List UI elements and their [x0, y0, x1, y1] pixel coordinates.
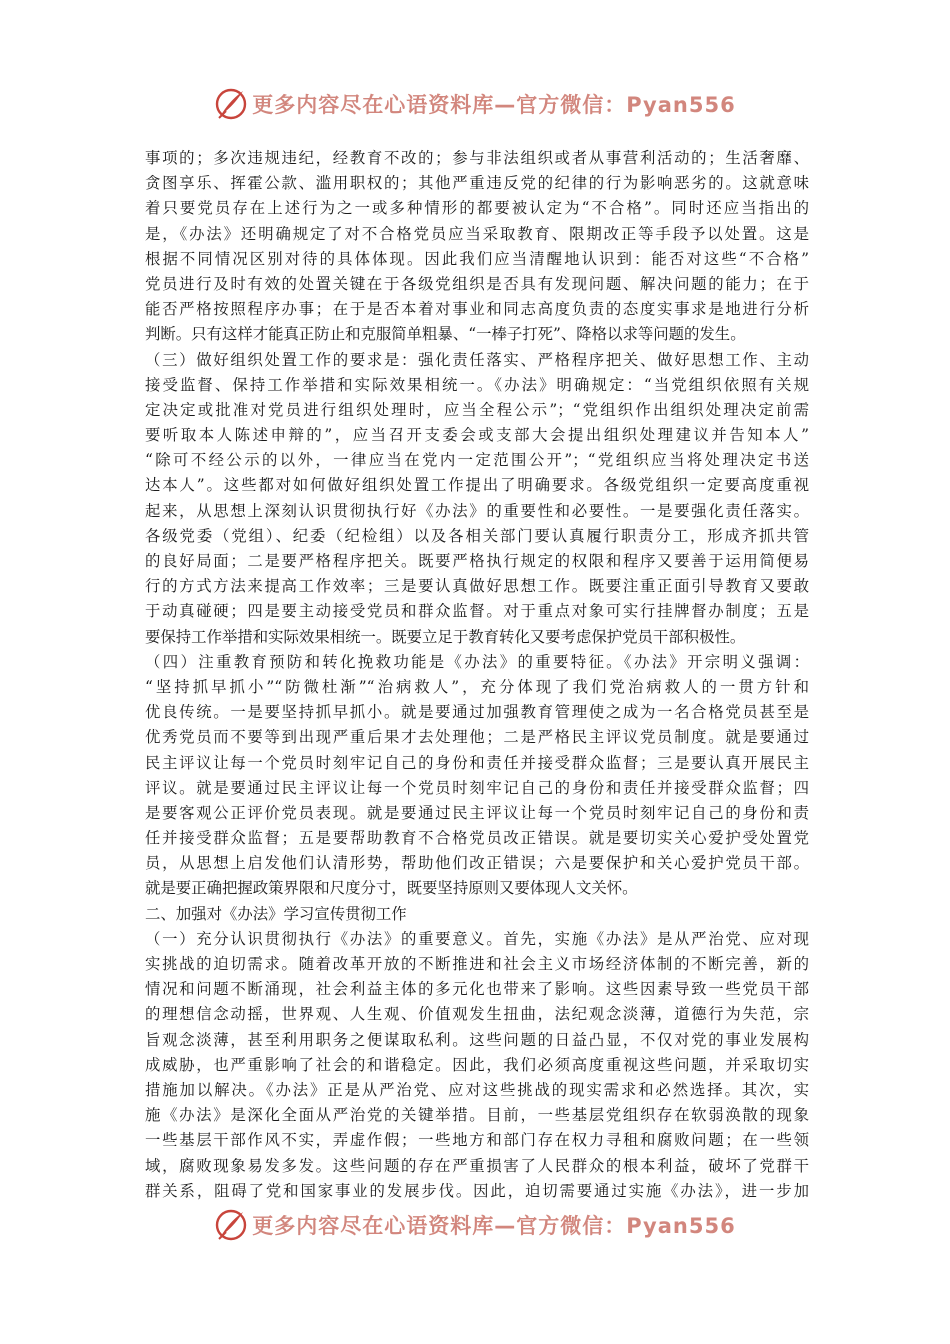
body-text-line: 成威胁，也严重影响了社会的和谐稳定。因此，我们必须高度重视这些问题，并采取切实 [145, 1055, 809, 1074]
body-text-line: 能否严格按照程序办事；在于是否本着对事业和同志高度负责的态度实事求是地进行分析 [145, 300, 809, 319]
quill-logo-icon [214, 87, 248, 121]
body-text-line: 定决定或批准对党员进行组织处理时，应当全程公示”；“党组织作出组织处理决定前需 [145, 400, 809, 419]
footer-banner [0, 1203, 950, 1247]
body-text-line: 就是要正确把握政策界限和尺度分寸，既要坚持原则又要体现人文关怀。 [145, 879, 638, 898]
body-text-line: 优秀党员而不要等到出现严重后果才去处理他；二是严格民主评议党员制度。就是要通过 [145, 728, 809, 747]
body-text-line: 要听取本人陈述申辩的”，应当召开支委会或支部大会提出组织处理建议并告知本人” [145, 426, 809, 445]
body-text-line: 任并接受群众监督；五是要帮助教育不合格党员改正错误。就是要切实关心爱护受处置党 [145, 829, 809, 848]
body-text-line: 是要客观公正评价党员表现。就是要通过民主评议让每一个党员时刻牢记自己的身份和责 [145, 803, 809, 822]
header-banner-text: 更多内容尽在心语资料库—官方微信：Pyan556 [252, 93, 736, 117]
body-text-line: 达本人”。这些都对如何做好组织处置工作提出了明确要求。各级党组织一定要高度重视 [145, 476, 809, 495]
body-text-line: 的良好局面；二是要严格程序把关。既要严格执行规定的权限和程序又要善于运用简便易 [145, 552, 809, 570]
body-text-line: 行的方式方法来提高工作效率；三是要认真做好思想工作。既要注重正面引导教育又要敢 [145, 577, 809, 596]
body-text-line: 着只要党员存在上述行为之一或多种情形的都要被认定为“不合格”。同时还应当指出的 [145, 199, 809, 218]
body-text-line: 党员进行及时有效的处置关键在于各级党组织是否具有发现问题、解决问题的能力；在于 [145, 274, 809, 293]
quill-logo-icon [214, 1208, 248, 1242]
body-text-line: “坚持抓早抓小”“防微杜渐”“治病救人”，充分体现了我们党治病救人的一贯方针和 [145, 677, 809, 696]
body-text-line: 民主评议让每一个党员时刻牢记自己的身份和责任并接受群众监督；三是要认真开展民主 [145, 753, 809, 772]
body-text-line: 群关系，阻碍了党和国家事业的发展步伐。因此，迫切需要通过实施《办法》，进一步加 [145, 1181, 809, 1200]
body-text-line: 情况和问题不断涌现，社会利益主体的多元化也带来了影响。这些因素导致一些党员干部 [145, 980, 809, 999]
body-text-line: 根据不同情况区别对待的具体体现。因此我们应当清醒地认识到：能否对这些“不合格” [145, 249, 809, 268]
body-text-line: 优良传统。一是要坚持抓早抓小。就是要通过加强教育管理使之成为一名合格党员甚至是 [145, 703, 809, 722]
body-text-line: 旨观念淡薄，甚至利用职务之便谋取私利。这些问题的日益凸显，不仅对党的事业发展构 [145, 1030, 809, 1049]
body-text-line: 各级党委（党组）、纪委（纪检组）以及各相关部门要认真履行职责分工，形成齐抓共管 [145, 526, 809, 545]
body-text-line: （三）做好组织处置工作的要求是：强化责任落实、严格程序把关、做好思想工作、主动 [145, 350, 809, 369]
body-text-line: 二、加强对《办法》学习宣传贯彻工作 [145, 904, 407, 923]
header-banner [0, 82, 950, 126]
body-text-line: （一）充分认识贯彻执行《办法》的重要意义。首先，实施《办法》是从严治党、应对现 [145, 929, 809, 948]
body-text-line: “除可不经公示的以外，一律应当在党内一定范围公开”；“党组织应当将处理决定书送 [145, 451, 809, 470]
body-text-line: 措施加以解决。《办法》正是从严治党、应对这些挑战的现实需求和必然选择。其次，实 [145, 1080, 809, 1099]
body-text-line: 于动真碰硬；四是要主动接受党员和群众监督。对于重点对象可实行挂牌督办制度；五是 [145, 602, 809, 621]
body-text-line: 是，《办法》还明确规定了对不合格党员应当采取教育、限期改正等手段予以处置。这是 [145, 224, 809, 243]
body-text-line: 一些基层干部作风不实，弄虚作假；一些地方和部门存在权力寻租和腐败问题；在一些领 [145, 1131, 809, 1150]
body-text-line: 实挑战的迫切需求。随着改革开放的不断推进和社会主义市场经济体制的不断完善，新的 [145, 955, 809, 973]
body-text-line: 员，从思想上启发他们认清形势，帮助他们改正错误；六是要保护和关心爱护党员干部。 [145, 854, 809, 873]
body-text-line: 接受监督、保持工作举措和实际效果相统一。《办法》明确规定：“当党组织依照有关规 [145, 375, 809, 394]
body-text-line: 贪图享乐、挥霍公款、滥用职权的；其他严重违反党的纪律的行为影响恶劣的。这就意味 [145, 174, 809, 193]
body-text-line: 要保持工作举措和实际效果相统一。既要立足于教育转化又要考虑保护党员干部积极性。 [145, 627, 746, 646]
footer-banner-text: 更多内容尽在心语资料库—官方微信：Pyan556 [252, 1214, 736, 1238]
body-text-line: （四）注重教育预防和转化挽救功能是《办法》的重要特征。《办法》开宗明义强调： [145, 652, 809, 671]
body-text-line: 施《办法》是深化全面从严治党的关键举措。目前，一些基层党组织存在软弱涣散的现象 [145, 1106, 809, 1125]
body-text-line: 起来，从思想上深刻认识贯彻执行好《办法》的重要性和必要性。一是要强化责任落实。 [145, 501, 809, 520]
document-body [145, 146, 809, 1204]
body-text-line: 判断。只有这样才能真正防止和克服简单粗暴、“一棒子打死”、降格以求等问题的发生。 [145, 325, 746, 344]
body-text-line: 事项的；多次违规违纪，经教育不改的；参与非法组织或者从事营利活动的；生活奢靡、 [145, 149, 809, 167]
body-text-line: 域，腐败现象易发多发。这些问题的存在严重损害了人民群众的根本利益，破坏了党群干 [145, 1156, 809, 1175]
body-text-line: 的理想信念动摇，世界观、人生观、价值观发生扭曲，法纪观念淡薄，道德行为失范，宗 [145, 1005, 809, 1024]
body-text-line: 评议。就是要通过民主评议让每一个党员时刻牢记自己的身份和责任并接受群众监督；四 [145, 778, 809, 797]
